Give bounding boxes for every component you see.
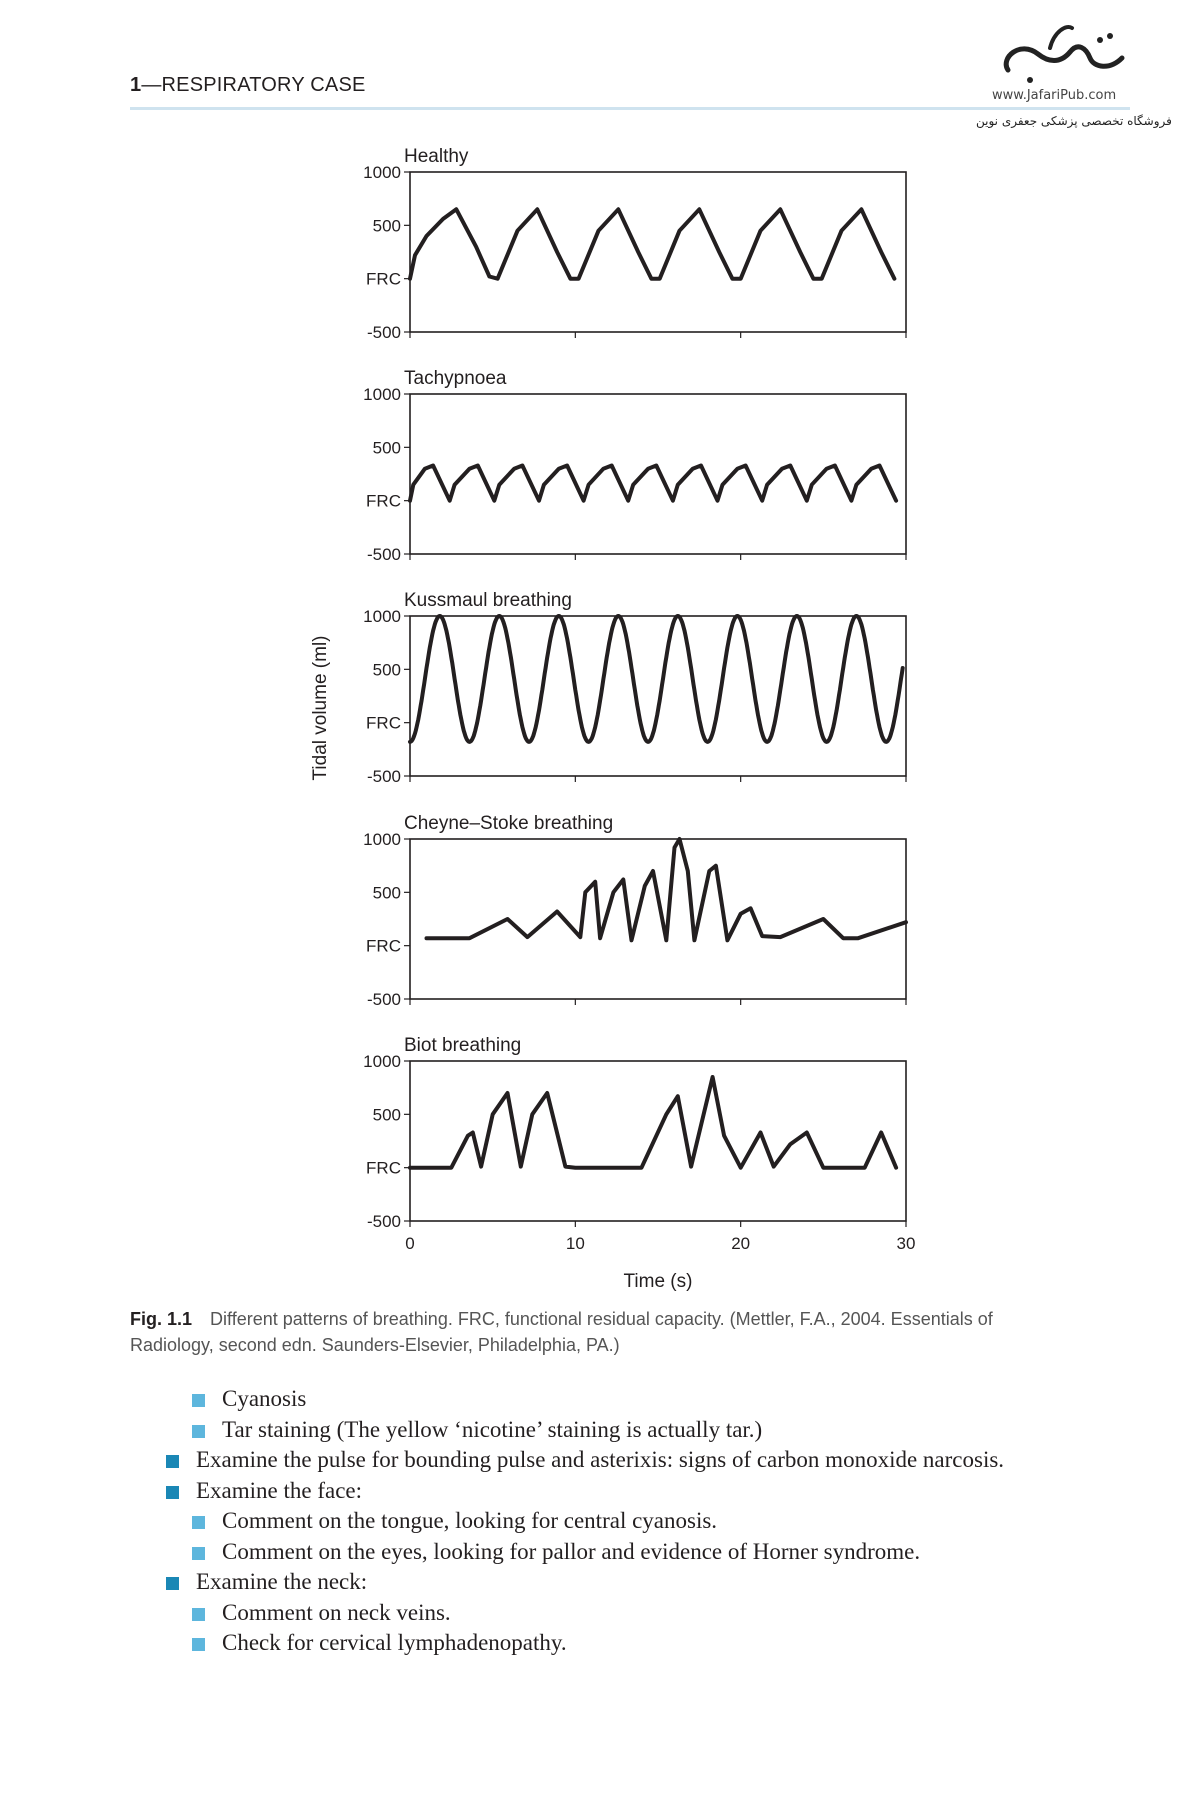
list-item	[160, 1598, 1004, 1629]
chart-cheyne-stokes-y-tick-label: 500	[372, 883, 401, 903]
list-item-text: Cyanosis	[222, 1386, 307, 1411]
chart-tachypnoea-y-tick-label: 1000	[363, 385, 401, 404]
list-item	[160, 1384, 1004, 1415]
chart-tachypnoea-frame	[410, 394, 906, 554]
list-item-text: Check for cervical lymphadenopathy.	[222, 1630, 567, 1655]
chart-cheyne-stokes-series-line	[427, 839, 907, 940]
x-tick-label: 20	[731, 1234, 751, 1253]
chart-cheyne-stokes-title: Cheyne–Stoke breathing	[404, 813, 614, 834]
exam-list	[160, 1384, 1004, 1659]
figure-caption-text: Different patterns of breathing. FRC, functional residual capacity. (Mettler, F.A., 2004. Essentials of Radiology, second edn. Saunders-Elsevier, Philadelphia, PA.)	[130, 1309, 993, 1355]
chart-kussmaul-y-tick-label: 500	[372, 660, 401, 680]
list-item-text: Examine the pulse for bounding pulse and asterixis: signs of carbon monoxide narcosis.	[196, 1447, 1005, 1472]
chart-biot-y-tick-label: 500	[372, 1105, 401, 1125]
chart-healthy-y-tick-label: FRC	[366, 269, 401, 289]
chart-kussmaul-series-line	[410, 616, 903, 742]
chart-kussmaul-y-tick-label: -500	[366, 767, 401, 786]
list-item	[160, 1628, 1004, 1659]
chart-kussmaul-y-tick-label: 1000	[363, 607, 401, 626]
chart-kussmaul-y-tick-label: FRC	[366, 713, 401, 733]
chart-healthy-title: Healthy	[404, 146, 469, 167]
square-bullet-icon	[192, 1394, 205, 1407]
square-bullet-icon	[192, 1608, 205, 1621]
chart-healthy-y-tick-label: -500	[366, 323, 401, 342]
x-tick-label: 0	[405, 1234, 415, 1253]
logo-site-text: www.JafariPub.com	[992, 88, 1117, 103]
chart-cheyne-stokes-y-tick-label: 1000	[363, 830, 401, 849]
list-item-text: Examine the face:	[196, 1477, 363, 1503]
figure-caption-label: Fig. 1.1	[130, 1309, 193, 1329]
chart-kussmaul-frame	[410, 616, 906, 776]
chart-healthy-y-tick-label: 500	[372, 216, 401, 236]
list-item	[160, 1415, 1004, 1446]
chart-biot-title: Biot breathing	[404, 1035, 522, 1056]
list-item	[160, 1476, 1004, 1507]
chart-healthy-y-tick-label: 1000	[363, 163, 401, 182]
list-item-text: Comment on the eyes, looking for pallor and evidence of Horner syndrome.	[222, 1538, 921, 1564]
square-bullet-icon	[192, 1516, 205, 1529]
chapter-number: 1	[130, 74, 142, 96]
x-tick-label: 10	[565, 1234, 585, 1253]
x-axis-label: Time (s)	[623, 1271, 693, 1292]
list-item-text: Comment on the tongue, looking for central cyanosis.	[222, 1508, 718, 1533]
chart-biot-y-tick-label: 1000	[363, 1052, 401, 1071]
chart-tachypnoea-title: Tachypnoea	[404, 368, 507, 389]
chart-tachypnoea-y-tick-label: FRC	[366, 491, 401, 511]
list-item-text: Examine the neck:	[196, 1569, 368, 1594]
chart-biot-y-tick-label: FRC	[366, 1158, 401, 1178]
square-bullet-icon	[166, 1455, 179, 1468]
chart-tachypnoea-series-line	[410, 466, 896, 501]
y-axis-label: Tidal volume (ml)	[310, 635, 331, 781]
list-item	[160, 1567, 1004, 1598]
chart-tachypnoea-y-tick-label: -500	[366, 545, 401, 564]
list-item-text: Comment on neck veins.	[222, 1599, 451, 1625]
header-dash: —	[141, 74, 162, 96]
logo-tagline: فروشگاه تخصصی پزشکی جعفری نوین	[976, 114, 1172, 128]
list-item	[160, 1506, 1004, 1537]
chart-biot-y-tick-label: -500	[366, 1212, 401, 1231]
chart-cheyne-stokes-y-tick-label: -500	[366, 990, 401, 1009]
list-item-text: Tar staining (The yellow ‘nicotine’ staining is actually tar.)	[222, 1416, 763, 1442]
chart-healthy-series-line	[410, 209, 894, 278]
figure-caption	[130, 1306, 1070, 1358]
square-bullet-icon	[192, 1425, 205, 1438]
square-bullet-icon	[192, 1547, 205, 1560]
chart-kussmaul-title: Kussmaul breathing	[404, 590, 572, 611]
chart-biot-series-line	[410, 1077, 896, 1168]
list-item	[160, 1537, 1004, 1568]
chart-cheyne-stokes-y-tick-label: FRC	[366, 936, 401, 956]
square-bullet-icon	[192, 1638, 205, 1651]
chart-tachypnoea-y-tick-label: 500	[372, 438, 401, 458]
chart-cheyne-stokes-frame	[410, 839, 906, 999]
list-item	[160, 1445, 1004, 1476]
x-tick-label: 30	[896, 1234, 916, 1253]
chapter-title: RESPIRATORY CASE	[161, 74, 366, 96]
square-bullet-icon	[166, 1577, 179, 1590]
chart-biot-frame	[410, 1061, 906, 1221]
square-bullet-icon	[166, 1486, 179, 1499]
